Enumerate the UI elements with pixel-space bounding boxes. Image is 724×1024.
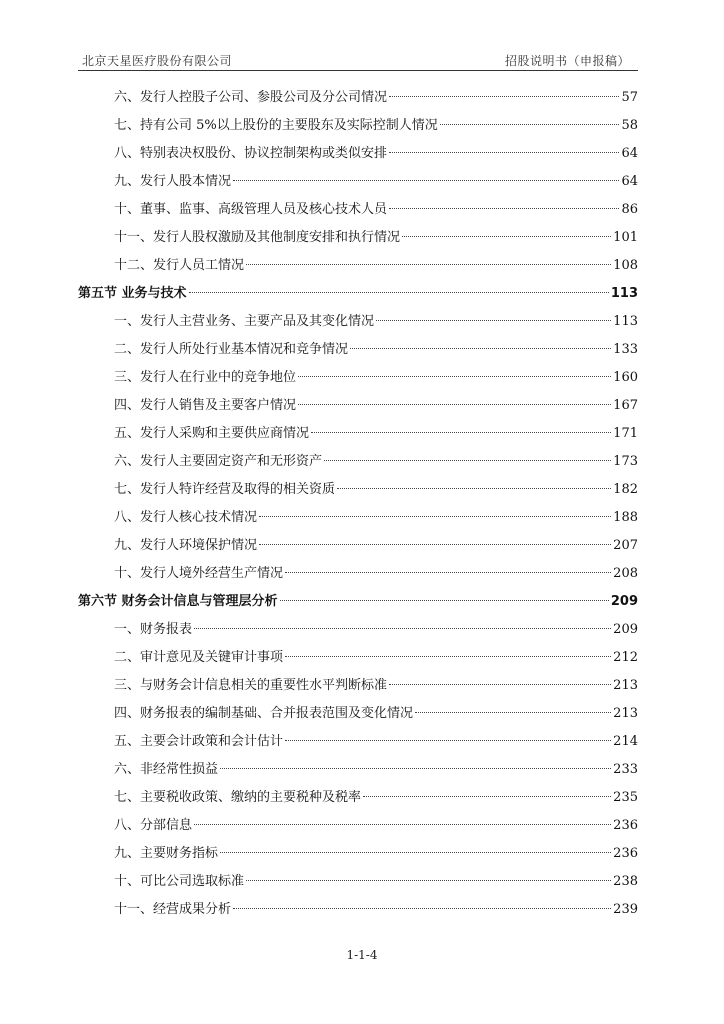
- toc-dot-leader: [285, 740, 611, 741]
- toc-entry-title: 四、发行人销售及主要客户情况: [114, 398, 297, 413]
- toc-entry-page-number: 113: [613, 314, 638, 329]
- toc-entry-row[interactable]: [78, 672, 638, 700]
- toc-entry-row[interactable]: [78, 112, 638, 140]
- toc-dot-leader: [389, 96, 619, 97]
- header-company-name: 北京天星医疗股份有限公司: [82, 54, 233, 68]
- table-of-contents: [78, 84, 638, 924]
- toc-dot-leader: [298, 376, 611, 377]
- toc-entry-page-number: 236: [613, 818, 638, 833]
- toc-section-row[interactable]: [78, 588, 638, 616]
- toc-entry-title: 十一、经营成果分析: [114, 902, 232, 917]
- toc-entry-page-number: 238: [613, 874, 638, 889]
- toc-dot-leader: [194, 628, 611, 629]
- toc-dot-leader: [285, 572, 611, 573]
- toc-entry-title: 五、主要会计政策和会计估计: [114, 734, 284, 749]
- toc-entry-row[interactable]: [78, 644, 638, 672]
- toc-dot-leader: [324, 460, 611, 461]
- toc-entry-row[interactable]: [78, 728, 638, 756]
- toc-entry-row[interactable]: [78, 868, 638, 896]
- toc-dot-leader: [259, 516, 611, 517]
- toc-entry-row[interactable]: [78, 560, 638, 588]
- toc-entry-row[interactable]: [78, 448, 638, 476]
- page-number: 1-1-4: [346, 948, 378, 962]
- toc-entry-row[interactable]: [78, 784, 638, 812]
- toc-entry-page-number: 101: [613, 230, 638, 245]
- toc-entry-page-number: 173: [613, 454, 638, 469]
- toc-entry-row[interactable]: [78, 140, 638, 168]
- toc-entry-row[interactable]: [78, 392, 638, 420]
- toc-entry-page-number: 171: [613, 426, 638, 441]
- toc-entry-title: 三、与财务会计信息相关的重要性水平判断标准: [114, 678, 388, 693]
- toc-entry-page-number: 213: [613, 678, 638, 693]
- toc-entry-page-number: 167: [613, 398, 638, 413]
- toc-entry-title: 十、董事、监事、高级管理人员及核心技术人员: [114, 202, 388, 217]
- toc-entry-row[interactable]: [78, 532, 638, 560]
- toc-entry-row[interactable]: [78, 224, 638, 252]
- toc-entry-row[interactable]: [78, 896, 638, 924]
- toc-dot-leader: [389, 684, 611, 685]
- toc-dot-leader: [194, 824, 611, 825]
- toc-entry-page-number: 209: [610, 594, 638, 609]
- toc-entry-page-number: 108: [613, 258, 638, 273]
- toc-entry-title: 八、分部信息: [114, 818, 193, 833]
- toc-dot-leader: [233, 908, 611, 909]
- toc-entry-row[interactable]: [78, 812, 638, 840]
- toc-entry-row[interactable]: [78, 504, 638, 532]
- toc-dot-leader: [402, 236, 611, 237]
- toc-entry-page-number: 113: [610, 286, 638, 301]
- toc-dot-leader: [415, 712, 611, 713]
- toc-entry-page-number: 64: [621, 146, 638, 161]
- toc-entry-title: 四、财务报表的编制基础、合并报表范围及变化情况: [114, 706, 414, 721]
- toc-entry-title: 二、审计意见及关键审计事项: [114, 650, 284, 665]
- toc-section-row[interactable]: [78, 280, 638, 308]
- toc-entry-row[interactable]: [78, 420, 638, 448]
- toc-entry-title: 十、发行人境外经营生产情况: [114, 566, 284, 581]
- toc-entry-title: 一、财务报表: [114, 622, 193, 637]
- toc-entry-title: 七、主要税收政策、缴纳的主要税种及税率: [114, 790, 362, 805]
- toc-dot-leader: [280, 600, 609, 601]
- toc-entry-title: 五、发行人采购和主要供应商情况: [114, 426, 310, 441]
- toc-entry-page-number: 182: [613, 482, 638, 497]
- toc-dot-leader: [246, 264, 611, 265]
- toc-entry-page-number: 212: [613, 650, 638, 665]
- toc-entry-row[interactable]: [78, 700, 638, 728]
- toc-dot-leader: [311, 432, 611, 433]
- toc-dot-leader: [298, 404, 611, 405]
- toc-entry-title: 三、发行人在行业中的竞争地位: [114, 370, 297, 385]
- toc-dot-leader: [259, 544, 611, 545]
- toc-dot-leader: [189, 292, 609, 293]
- toc-entry-page-number: 207: [613, 538, 638, 553]
- toc-entry-title: 八、发行人核心技术情况: [114, 510, 258, 525]
- toc-entry-title: 第六节 财务会计信息与管理层分析: [78, 594, 278, 609]
- toc-dot-leader: [440, 124, 620, 125]
- toc-entry-page-number: 188: [613, 510, 638, 525]
- toc-entry-row[interactable]: [78, 756, 638, 784]
- toc-entry-row[interactable]: [78, 616, 638, 644]
- toc-entry-page-number: 208: [613, 566, 638, 581]
- toc-entry-row[interactable]: [78, 308, 638, 336]
- toc-entry-page-number: 233: [613, 762, 638, 777]
- toc-entry-title: 九、发行人环境保护情况: [114, 538, 258, 553]
- toc-entry-page-number: 239: [613, 902, 638, 917]
- toc-dot-leader: [246, 880, 611, 881]
- toc-dot-leader: [363, 796, 611, 797]
- toc-entry-page-number: 235: [613, 790, 638, 805]
- toc-entry-title: 十二、发行人员工情况: [114, 258, 245, 273]
- toc-entry-row[interactable]: [78, 364, 638, 392]
- toc-entry-title: 第五节 业务与技术: [78, 286, 187, 301]
- toc-entry-title: 八、特别表决权股份、协议控制架构或类似安排: [114, 146, 388, 161]
- toc-entry-title: 七、持有公司 5%以上股份的主要股东及实际控制人情况: [114, 118, 438, 133]
- toc-dot-leader: [389, 208, 619, 209]
- toc-entry-page-number: 58: [621, 118, 638, 133]
- toc-entry-page-number: 214: [613, 734, 638, 749]
- toc-entry-title: 一、发行人主营业务、主要产品及其变化情况: [114, 314, 375, 329]
- toc-dot-leader: [337, 488, 611, 489]
- toc-entry-title: 七、发行人特许经营及取得的相关资质: [114, 482, 336, 497]
- toc-entry-page-number: 160: [613, 370, 638, 385]
- toc-entry-row[interactable]: [78, 196, 638, 224]
- toc-entry-page-number: 64: [621, 174, 638, 189]
- header-document-title: 招股说明书（申报稿）: [504, 54, 630, 68]
- toc-entry-row[interactable]: [78, 336, 638, 364]
- toc-entry-page-number: 133: [613, 342, 638, 357]
- toc-entry-title: 六、非经常性损益: [114, 762, 219, 777]
- toc-entry-page-number: 213: [613, 706, 638, 721]
- toc-entry-row[interactable]: [78, 84, 638, 112]
- toc-entry-title: 九、发行人股本情况: [114, 174, 232, 189]
- toc-entry-title: 二、发行人所处行业基本情况和竞争情况: [114, 342, 349, 357]
- toc-dot-leader: [220, 768, 611, 769]
- toc-dot-leader: [376, 320, 611, 321]
- toc-entry-title: 六、发行人主要固定资产和无形资产: [114, 454, 323, 469]
- toc-entry-page-number: 86: [621, 202, 638, 217]
- toc-dot-leader: [350, 348, 611, 349]
- toc-entry-page-number: 209: [613, 622, 638, 637]
- toc-dot-leader: [220, 852, 611, 853]
- toc-dot-leader: [389, 152, 619, 153]
- page-header: [78, 48, 638, 71]
- toc-entry-page-number: 236: [613, 846, 638, 861]
- toc-entry-row[interactable]: [78, 252, 638, 280]
- toc-entry-row[interactable]: [78, 168, 638, 196]
- toc-entry-title: 十一、发行人股权激励及其他制度安排和执行情况: [114, 230, 401, 245]
- toc-entry-title: 六、发行人控股子公司、参股公司及分公司情况: [114, 90, 388, 105]
- toc-entry-title: 十、可比公司选取标准: [114, 874, 245, 889]
- toc-entry-row[interactable]: [78, 840, 638, 868]
- toc-entry-title: 九、主要财务指标: [114, 846, 219, 861]
- toc-entry-row[interactable]: [78, 476, 638, 504]
- toc-dot-leader: [233, 180, 619, 181]
- toc-entry-page-number: 57: [621, 90, 638, 105]
- toc-dot-leader: [285, 656, 611, 657]
